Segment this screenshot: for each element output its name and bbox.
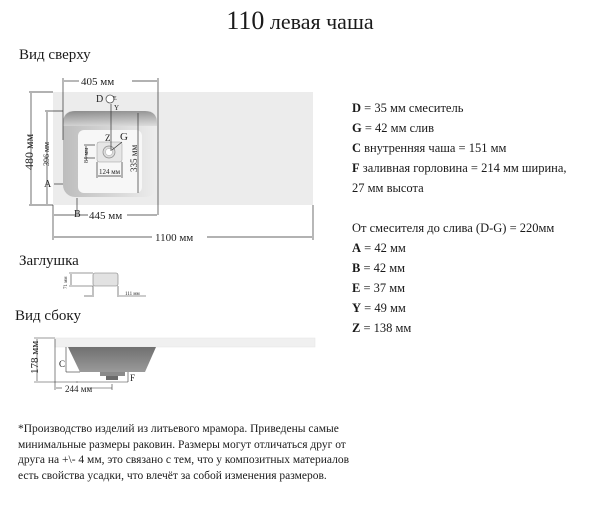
spec-Z: Z = 138 мм (352, 321, 412, 335)
side-view-drawing (0, 330, 330, 400)
dim-396: 396 мм (42, 141, 51, 166)
section-side-view: Вид сбоку (15, 308, 81, 324)
model-number: 110 (226, 6, 265, 35)
spec-B: B = 42 мм (352, 261, 406, 275)
distance-D-G: От смесителя до слива (D-G) = 220мм (352, 221, 555, 235)
label-Y: Y (114, 104, 120, 112)
label-D: D (96, 94, 104, 105)
footnote: *Производство изделий из литьевого мрамора. Приведены самые минимальные размеры раковин. Размеры могут отличаться друг от друга на +\- 4 мм, это связано с тем, что у композитных материалов есть свойства усадки, что влечёт за собой изменения размеров. (18, 423, 350, 482)
dim-244: 244 мм (65, 384, 93, 394)
side-countertop (55, 338, 315, 347)
plug-height: 71 мм (64, 276, 69, 289)
spec-C: C внутренняя чаша = 151 мм (352, 141, 507, 155)
plug-drawing (0, 265, 160, 305)
model-variant: левая чаша (269, 9, 374, 34)
spec-D: D = 35 мм смеситель (352, 101, 464, 115)
label-A: A (44, 179, 52, 190)
dim-335: 335 мм (129, 144, 139, 172)
label-Z: Z (105, 133, 111, 143)
spec-F-height: 27 мм высота (352, 181, 424, 195)
spec-F: F заливная горловина = 214 мм ширина, (352, 161, 567, 175)
spec-list-2 (352, 218, 592, 338)
side-bowl (68, 347, 156, 372)
spec-Y: Y = 49 мм (352, 301, 406, 315)
section-top-view: Вид сверху (19, 47, 91, 63)
dim-1100: 1100 мм (155, 232, 194, 244)
dim-84: 84 мм (84, 147, 90, 163)
top-view-drawing (0, 0, 330, 250)
spec-A: A = 42 мм (352, 241, 406, 255)
label-F: F (130, 373, 136, 383)
spec-E: E = 37 мм (352, 281, 406, 295)
label-C: C (59, 359, 66, 369)
dim-405: 405 мм (81, 76, 115, 88)
dim-178: 178 мм (29, 340, 41, 374)
dim-124: 124 мм (99, 168, 121, 176)
dim-480: 480 мм (22, 133, 36, 170)
label-B: B (74, 209, 81, 220)
spec-list (352, 98, 592, 198)
label-E: E (113, 96, 117, 102)
plug-width: 111 мм (125, 292, 140, 297)
dim-445: 445 мм (89, 210, 123, 222)
spec-G: G = 42 мм слив (352, 121, 434, 135)
label-G: G (120, 131, 128, 143)
section-plug: Заглушка (19, 253, 79, 269)
